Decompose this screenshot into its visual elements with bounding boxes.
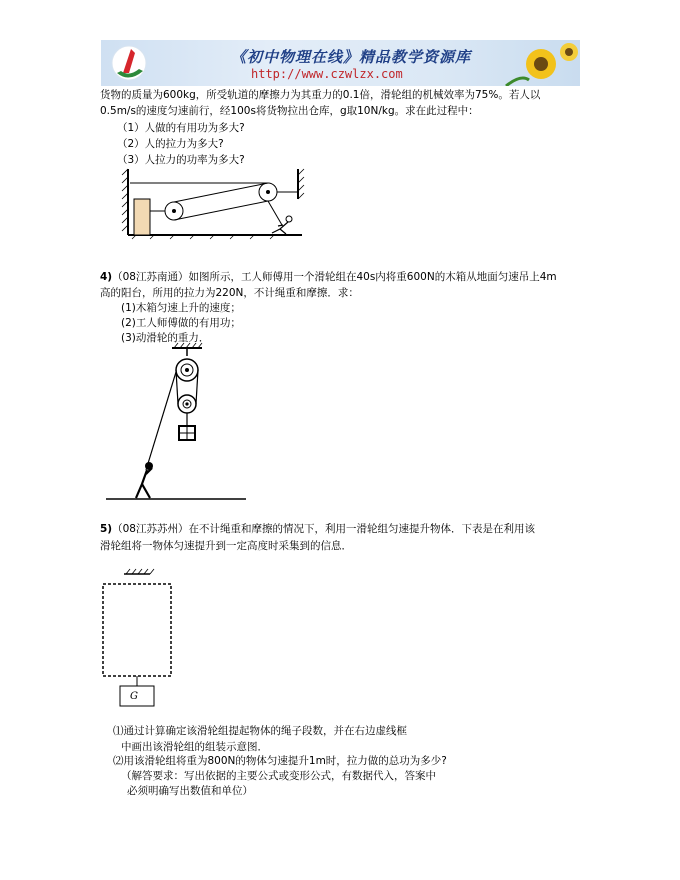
p5-line2: 滑轮组将一物体匀速提升到一定高度时采集到的信息．	[100, 540, 352, 552]
p5-q2b: （解答要求：写出依据的主要公式或变形公式，有数据代入，答案中	[121, 770, 436, 782]
p3-line1: 货物的质量为600kg，所受轨道的摩擦力为其重力的0.1倍，滑轮组的机械效率为75%。若人以	[100, 89, 541, 101]
p5-number: 5)	[100, 523, 113, 535]
banner-title: 《初中物理在线》精品教学资源库	[231, 48, 472, 66]
p5-q1b: 中画出该滑轮组的组装示意图．	[121, 741, 268, 753]
p5-line1-text: （08江苏苏州）在不计绳重和摩擦的情况下，利用一滑轮组匀速提升物体．下表是在利用该	[112, 523, 535, 535]
sunflower-icon	[501, 40, 580, 86]
worker-pulley-diagram	[106, 342, 246, 502]
p5-q2c: 必须明确写出数值和单位）	[127, 785, 253, 797]
header-banner	[101, 40, 580, 86]
p5-line1	[100, 522, 535, 536]
p4-number: 4)	[100, 271, 113, 283]
p3-q3: （3）人拉力的功率为多大?	[117, 154, 245, 166]
weight-label: G	[130, 691, 138, 702]
p5-q2a: ⑵用该滑轮组将重为800N的物体匀速提升1m时，拉力做的总功为多少?	[113, 755, 447, 767]
p4-line1-text: （08江苏南通）如图所示，工人师傅用一个滑轮组在40s内将重600N的木箱从地面匀速吊上4m	[112, 271, 557, 283]
p5-q1a: ⑴通过计算确定该滑轮组提起物体的绳子段数，并在右边虚线框	[113, 725, 407, 737]
p4-q3: (3)动滑轮的重力．	[121, 332, 210, 344]
p4-q1: (1)木箱匀速上升的速度；	[121, 302, 241, 314]
banner-url[interactable]: http://www.czwlzx.com	[251, 67, 403, 81]
p3-q2: （2）人的拉力为多大?	[117, 138, 224, 150]
p4-line2: 高的阳台，所用的拉力为220N，不计绳重和摩擦．求：	[100, 287, 359, 299]
p3-q1: （1）人做的有用功为多大?	[117, 122, 245, 134]
logo-icon	[109, 43, 149, 83]
warehouse-pulley-diagram	[120, 167, 310, 247]
p4-line1	[100, 270, 557, 284]
p3-line2: 0.5m/s的速度匀速前行，经100s将货物拉出仓库，g取10N/kg。求在此过程中：	[100, 105, 479, 117]
pulley-drawing-frame	[100, 566, 180, 716]
p4-q2: (2)工人师傅做的有用功；	[121, 317, 241, 329]
